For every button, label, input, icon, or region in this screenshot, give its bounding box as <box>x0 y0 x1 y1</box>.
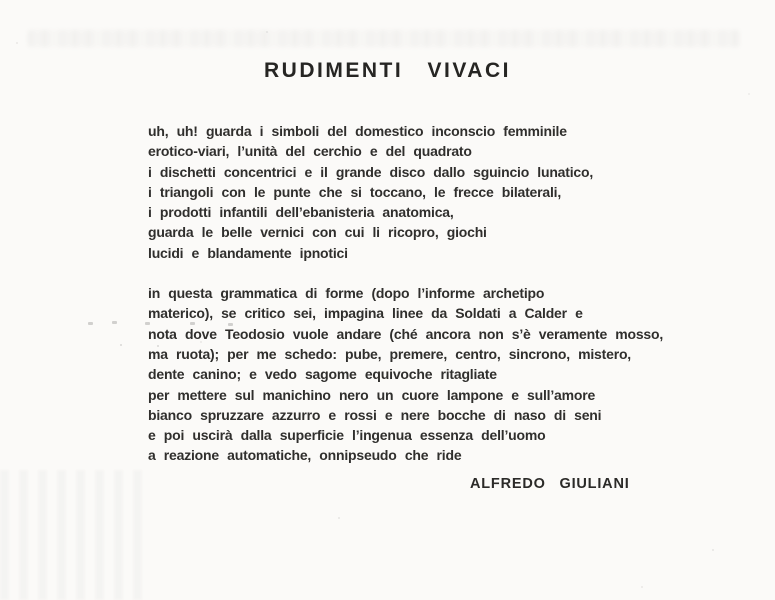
scan-speck <box>16 42 18 44</box>
scan-speck <box>112 321 117 324</box>
poem-line: a reazione automatiche, onnipseudo che ride <box>148 447 462 464</box>
scan-speck <box>190 322 195 325</box>
stanza <box>148 283 708 466</box>
poem-line: materico), se critico sei, impagina linee da Soldati a Calder e <box>148 305 583 322</box>
stanza <box>148 121 708 263</box>
poem-line: nota dove Teodosio vuole andare (ché ancora non s’è veramente mosso, <box>148 325 664 342</box>
scan-speck <box>338 517 340 519</box>
scan-speck <box>120 344 122 346</box>
poem-line: lucidi e blandamente ipnotici <box>148 244 348 261</box>
scan-speck <box>748 93 750 95</box>
scan-texture <box>0 470 150 600</box>
scan-speck <box>88 322 93 325</box>
poem-title: RUDIMENTI VIVACI <box>264 59 511 82</box>
author-name: ALFREDO GIULIANI <box>470 476 630 492</box>
poem-line: dente canino; e vedo sagome equivoche ritagliate <box>148 366 497 383</box>
scan-speck <box>641 586 643 588</box>
poem-line: i dischetti concentrici e il grande disco dallo sguincio lunatico, <box>148 163 594 180</box>
poem-line: uh, uh! guarda i simboli del domestico inconscio femminile <box>148 123 567 139</box>
poem-line: in questa grammatica di forme (dopo l’informe archetipo <box>148 285 545 302</box>
scan-speck <box>228 323 233 326</box>
poem-line: erotico-viari, l’unità del cerchio e del quadrato <box>148 143 472 160</box>
poem-line: i triangoli con le punte che si toccano, le frecce bilaterali, <box>148 183 562 200</box>
scan-speck <box>157 345 159 347</box>
poem <box>148 121 708 466</box>
scan-speck <box>266 31 268 33</box>
scan-speck <box>712 549 714 551</box>
poem-line: guarda le belle vernici con cui li ricopro, giochi <box>148 224 487 241</box>
scan-ghost-band <box>28 30 740 47</box>
poem-line: bianco spruzzare azzurro e rossi e nere bocche di naso di seni <box>148 406 602 423</box>
poem-line: i prodotti infantili dell’ebanisteria anatomica, <box>148 204 454 221</box>
poem-line: ma ruota); per me schedo: pube, premere, centro, sincrono, mistero, <box>148 345 631 362</box>
poem-line: e poi uscirà dalla superficie l’ingenua essenza dell’uomo <box>148 427 546 444</box>
scan-speck <box>200 341 202 343</box>
poem-line: per mettere sul manichino nero un cuore lampone e sull’amore <box>148 386 596 403</box>
scan-speck <box>145 322 150 325</box>
